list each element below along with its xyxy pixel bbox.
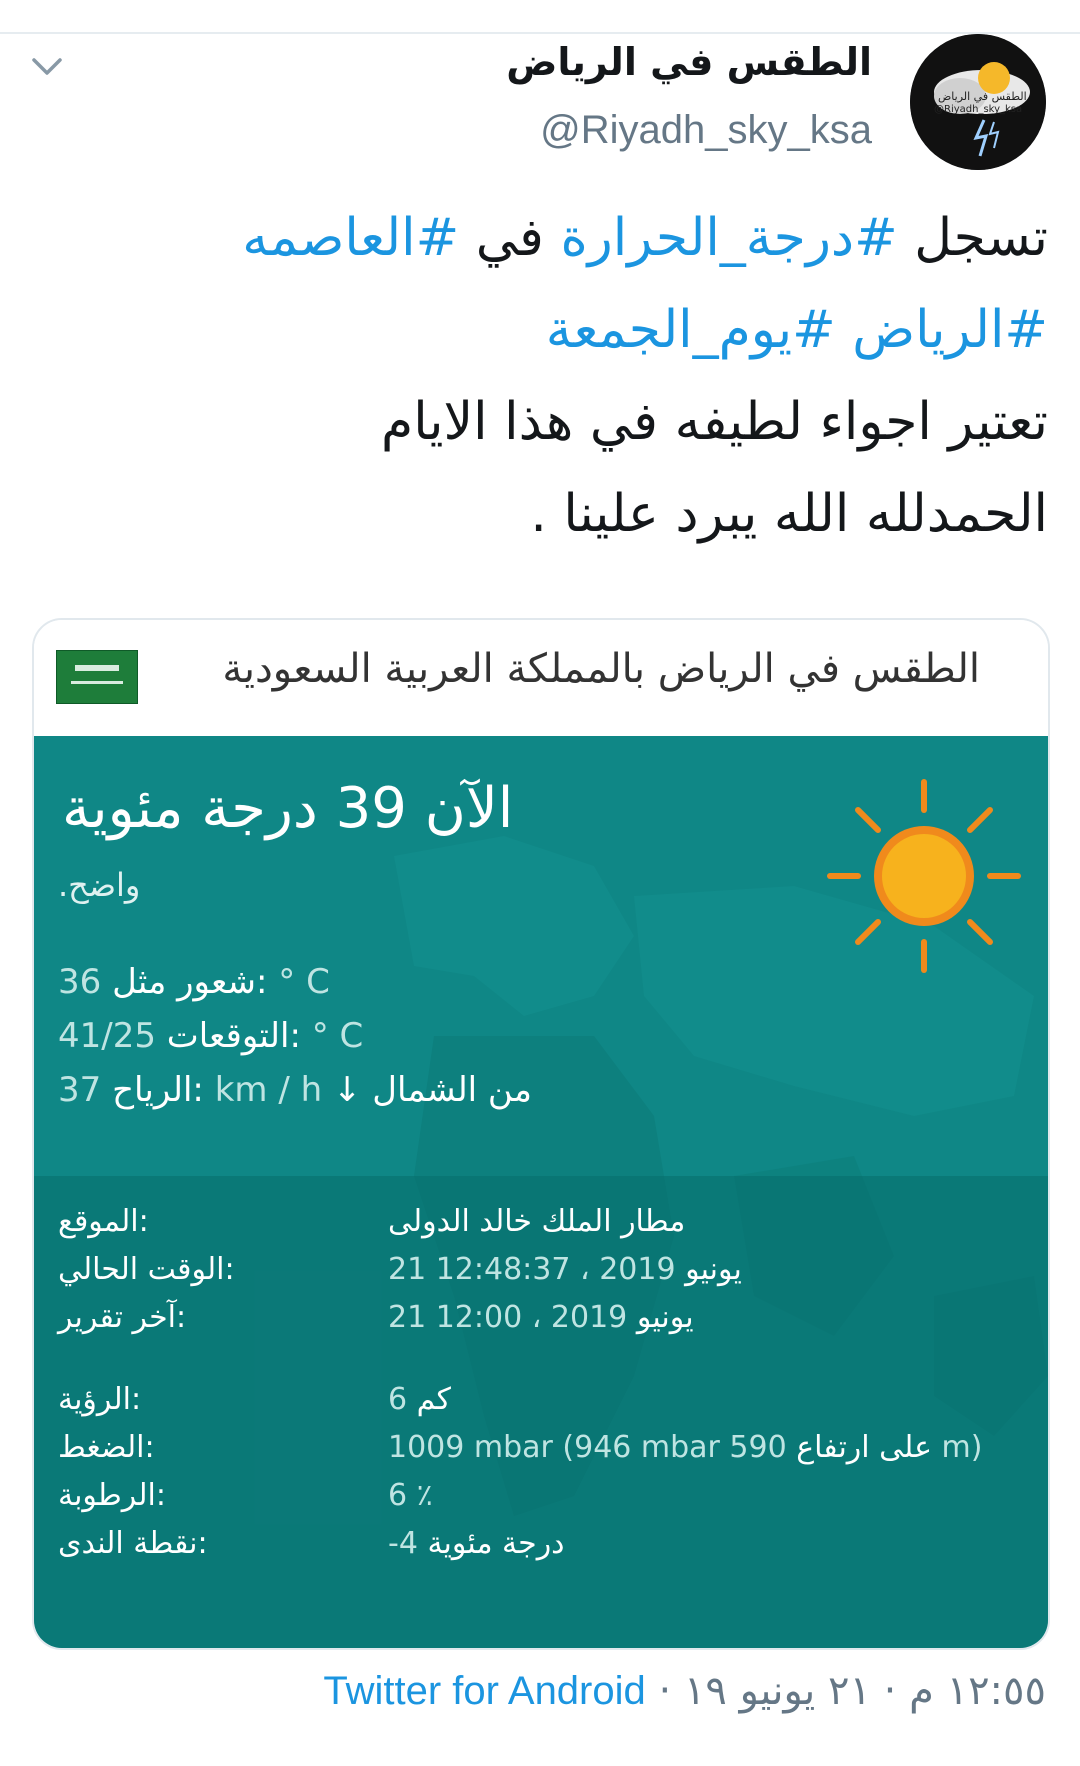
tweet-text bbox=[38, 192, 1048, 560]
top-divider bbox=[0, 32, 1080, 34]
avatar-text-1: الطقس في الرياض bbox=[938, 90, 1027, 103]
tweet-line-2 bbox=[38, 284, 1048, 376]
source-app-link[interactable]: Twitter for Android bbox=[323, 1669, 646, 1713]
forecast: 41/25 التوقعات: ° C bbox=[58, 1016, 364, 1056]
user-handle[interactable]: @Riyadh_sky_ksa bbox=[540, 108, 872, 152]
card-title: الطقس في الرياض بالمملكة العربية السعودية bbox=[222, 646, 980, 692]
detail-label: نقطة الندى: bbox=[58, 1526, 208, 1561]
detail-value: 6 كم bbox=[388, 1382, 451, 1417]
tweet-word: في bbox=[475, 208, 544, 268]
weather-card[interactable] bbox=[32, 618, 1050, 1650]
hashtag-link[interactable]: #العاصمه bbox=[242, 208, 460, 268]
current-temperature: الآن 39 درجة مئوية bbox=[62, 776, 514, 841]
detail-value: -4 درجة مئوية bbox=[388, 1526, 565, 1561]
detail-value: 1009 mbar (946 mbar 590 على ارتفاع m) bbox=[388, 1430, 983, 1465]
tweet-word: تسجل bbox=[914, 208, 1048, 268]
detail-label: الوقت الحالي: bbox=[58, 1252, 235, 1287]
detail-label: الرطوبة: bbox=[58, 1478, 166, 1513]
hashtag-link[interactable]: #الرياض bbox=[852, 300, 1048, 360]
detail-label: الضغط: bbox=[58, 1430, 155, 1465]
tweet-line-4: الحمدلله الله يبرد علينا . bbox=[530, 484, 1048, 544]
detail-value: مطار الملك خالد الدولى bbox=[388, 1204, 686, 1239]
hashtag-link[interactable]: #يوم_الجمعة bbox=[545, 300, 836, 360]
saudi-flag-icon bbox=[56, 650, 138, 704]
card-header bbox=[34, 620, 1048, 736]
detail-value: 21 12:48:37 ، 2019 يونيو bbox=[388, 1252, 742, 1287]
weather-panel bbox=[34, 736, 1048, 1648]
tweet-timestamp[interactable]: ١٢:٥٥ م · ٢١ يونيو ١٩ · bbox=[658, 1668, 1046, 1714]
details-band bbox=[34, 1176, 1048, 1648]
avatar[interactable] bbox=[910, 34, 1046, 170]
tweet-line-1 bbox=[38, 192, 1048, 284]
tweet-line-3: تعتير اجواء لطيفه في هذا الايام bbox=[381, 392, 1048, 452]
feels-like: 36 شعور مثل: ° C bbox=[58, 962, 330, 1002]
condition-text: واضح. bbox=[58, 866, 141, 904]
sun-icon bbox=[824, 776, 1024, 976]
avatar-text-2: @Riyadh_sky_ksa bbox=[934, 104, 1023, 115]
detail-label: الموقع: bbox=[58, 1204, 149, 1239]
wind: 37 الرياح: km / h ↓ من الشمال bbox=[58, 1070, 533, 1110]
detail-value: 21 12:00 ، 2019 يونيو bbox=[388, 1300, 694, 1335]
detail-label: آخر تقرير: bbox=[58, 1300, 187, 1335]
tweet-footer bbox=[323, 1668, 1046, 1714]
display-name[interactable]: الطقس في الرياض bbox=[506, 40, 872, 84]
detail-label: الرؤية: bbox=[58, 1382, 142, 1417]
arrow-down-icon: ↓ bbox=[332, 1070, 362, 1110]
detail-value: 6 ٪ bbox=[388, 1478, 433, 1513]
chevron-down-icon[interactable] bbox=[30, 52, 64, 82]
hashtag-link[interactable]: #درجة_الحرارة bbox=[560, 208, 898, 268]
